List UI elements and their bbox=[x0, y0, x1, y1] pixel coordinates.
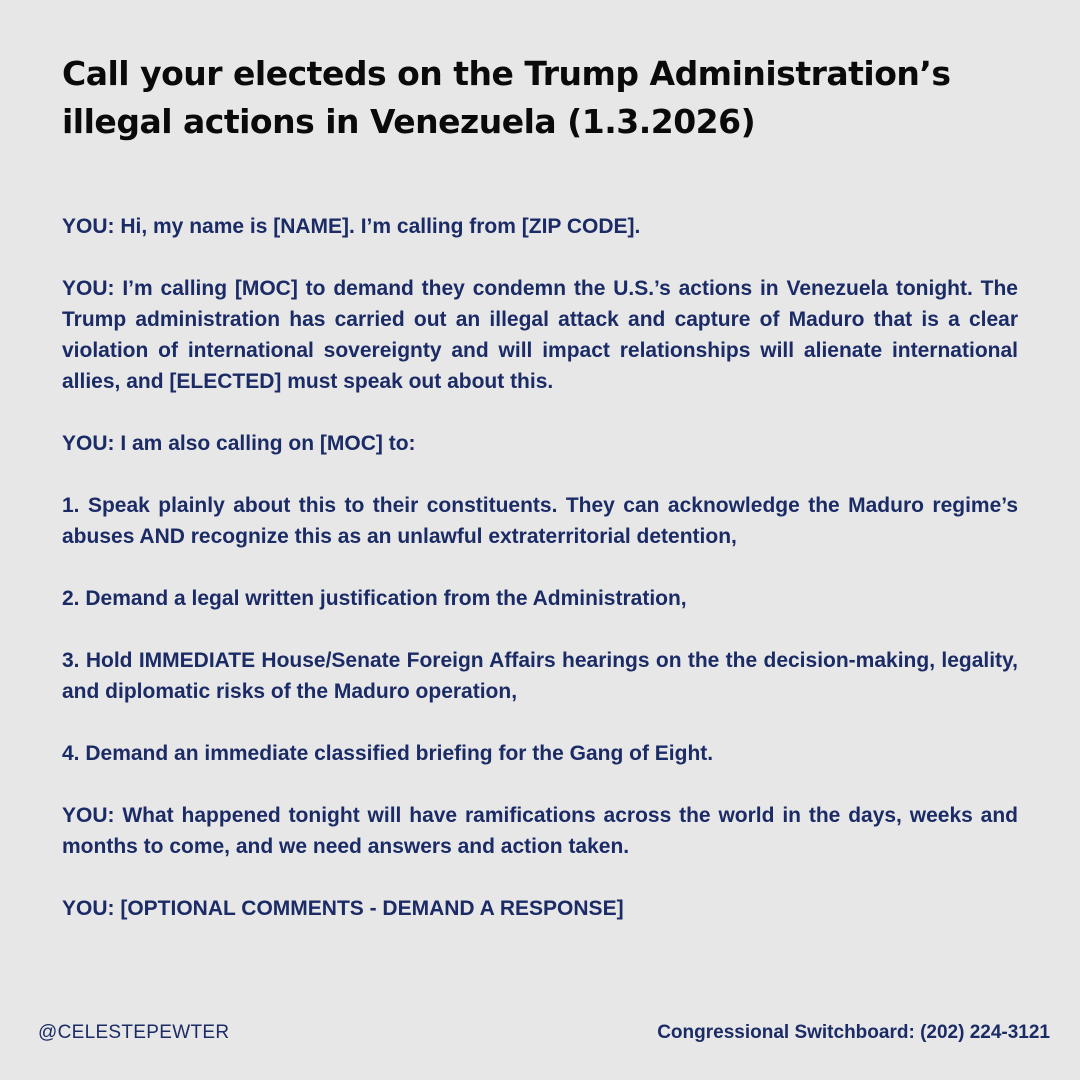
script-item-1: 1. Speak plainly about this to their constituents. They can acknowledge the Maduro regime’s abuses AND recognize this as an unlawful extraterritorial detention, bbox=[62, 494, 1018, 548]
script-also-calling: YOU: I am also calling on [MOC] to: bbox=[62, 432, 416, 455]
script-optional: YOU: [OPTIONAL COMMENTS - DEMAND A RESPONSE] bbox=[62, 897, 624, 920]
script-intro: YOU: Hi, my name is [NAME]. I’m calling from [ZIP CODE]. bbox=[62, 215, 641, 238]
author-handle: @CELESTEPEWTER bbox=[38, 1022, 230, 1043]
script-item-4: 4. Demand an immediate classified briefing for the Gang of Eight. bbox=[62, 742, 714, 765]
call-script bbox=[62, 211, 1018, 924]
script-demand: YOU: I’m calling [MOC] to demand they condemn the U.S.’s actions in Venezuela tonight. The Trump administration has carried out an illegal attack and capture of Maduro that is a clear violation of international sovereignty and will impact relationships will alienate international allies, and [ELECTED] must speak out about this. bbox=[62, 277, 1018, 393]
page-title: Call your electeds on the Trump Administration’s illegal actions in Venezuela (1.3.2026) bbox=[62, 54, 951, 141]
script-item-3: 3. Hold IMMEDIATE House/Senate Foreign Affairs hearings on the the decision-making, legality, and diplomatic risks of the Maduro operation, bbox=[62, 649, 1018, 703]
script-closing: YOU: What happened tonight will have ramifications across the world in the days, weeks and months to come, and we need answers and action taken. bbox=[62, 804, 1018, 858]
switchboard-number: Congressional Switchboard: (202) 224-3121 bbox=[657, 1022, 1050, 1043]
script-item-2: 2. Demand a legal written justification from the Administration, bbox=[62, 587, 687, 610]
